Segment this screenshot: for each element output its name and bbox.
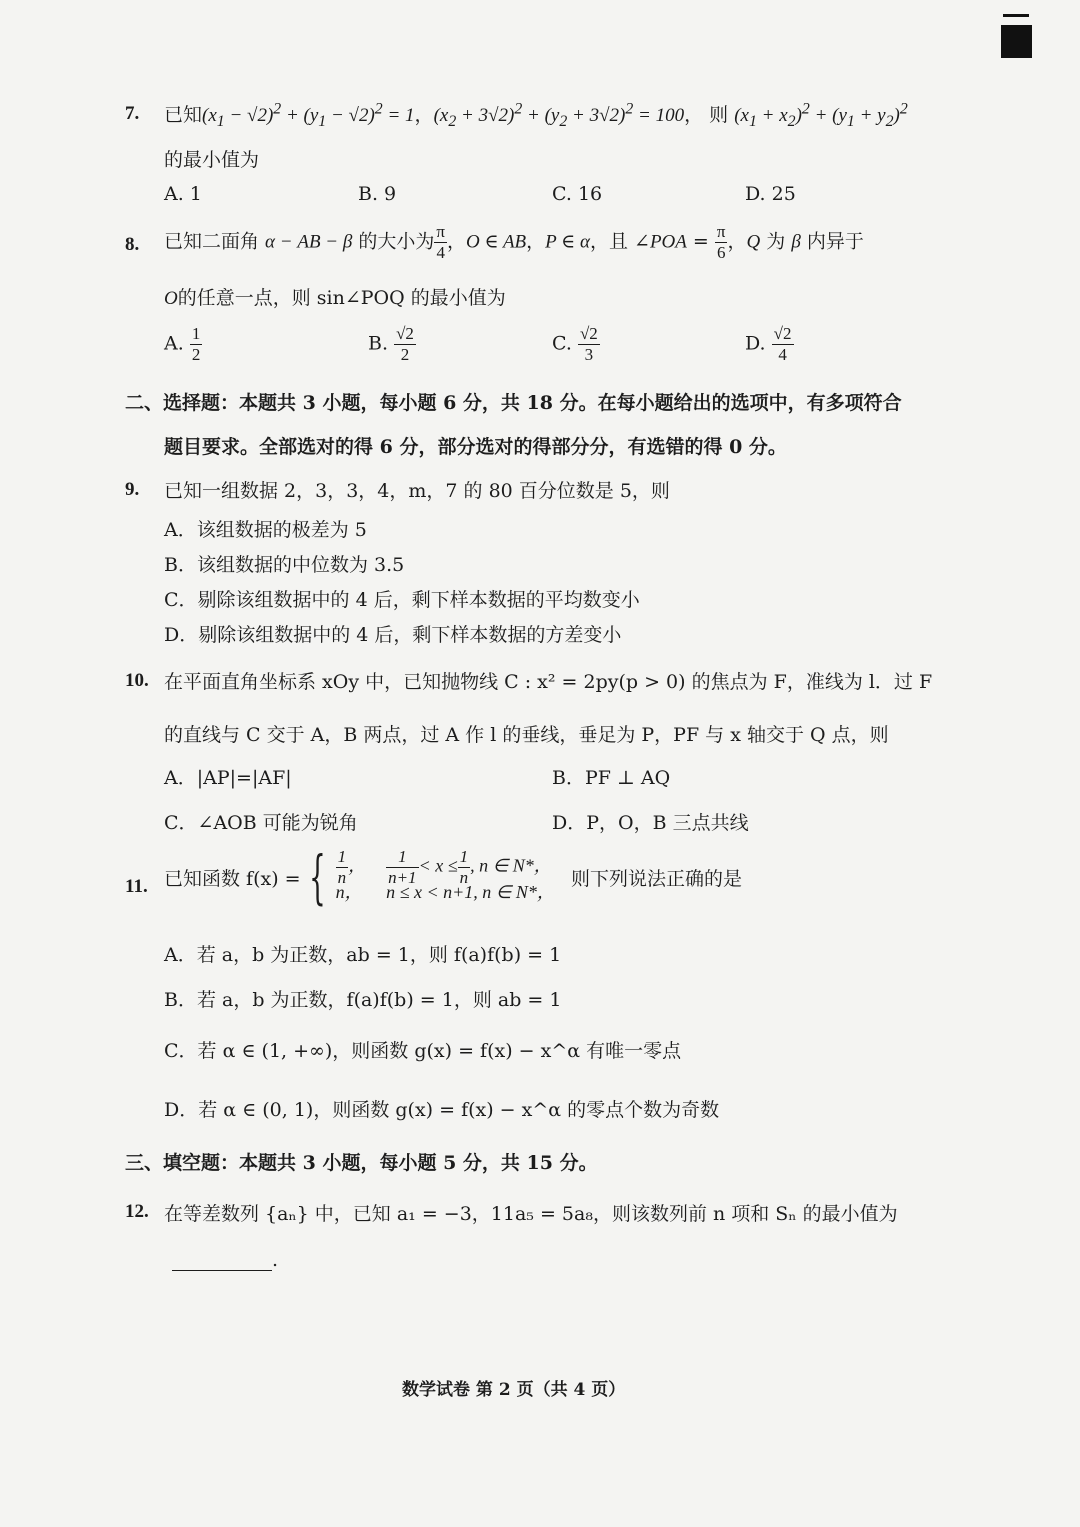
- q8-option-c-numerator: √2: [579, 324, 598, 343]
- q7-number: 7.: [125, 103, 140, 124]
- q8-option-a-letter: A.: [164, 332, 184, 355]
- q11-case2-value: n，: [335, 882, 363, 902]
- q8-stem-line1: 已知二面角 α − AB − β 的大小为 $\frac{\pi}{4}$ ，O ∈ AB，P ∈ α，且 ∠POA = $\frac{\pi}{6}$ ，Q 为 β 内异于: [164, 222, 864, 262]
- q11-case1-value-den: n: [337, 868, 347, 887]
- q11-case1-bound2-num: 1: [459, 847, 469, 866]
- q8-number: 8.: [125, 234, 140, 255]
- q11-left-brace: {: [308, 843, 326, 911]
- q11-option-a: A．若 a，b 为正数，ab = 1，则 f(a)f(b) = 1: [164, 944, 562, 966]
- q12-answer-blank: [172, 1248, 278, 1271]
- q7-option-a: A. 1: [164, 183, 202, 205]
- q11-case1-value-num: 1: [337, 847, 347, 866]
- q8-stem-line2-text: 的任意一点，则 sin∠POQ 的最小值为: [177, 287, 506, 309]
- corner-registration-mark: [1001, 14, 1032, 58]
- q12-blank-line: [172, 1248, 272, 1271]
- q11-case1-tail: , n ∈ N*，: [470, 855, 552, 876]
- q8-option-a-numerator: 1: [191, 324, 201, 343]
- q11-case1-bound-den: n+1: [388, 868, 417, 887]
- q8-option-d-denominator: 4: [778, 345, 787, 364]
- q7-stem-prefix: 已知: [164, 104, 203, 126]
- q11-case-2: [336, 877, 555, 907]
- section2-heading-line2: 题目要求。全部选对的得 6 分，部分选对的得部分分，有选错的得 0 分。: [164, 436, 787, 458]
- section2-heading-line1: 二、选择题：本题共 3 小题，每小题 6 分，共 18 分。在每小题给出的选项中，有多项符合: [125, 392, 902, 414]
- q11-option-c: C．若 α ∈ (1, +∞)，则函数 g(x) = f(x) − x^α 有唯一零点: [164, 1040, 682, 1062]
- q8-option-c-letter: C.: [552, 332, 572, 355]
- q8-stem-line2: O的任意一点，则 sin∠POQ 的最小值为: [164, 287, 506, 309]
- q10-option-a: A．|AP|=|AF|: [164, 767, 292, 789]
- q8-option-b-letter: B.: [368, 332, 389, 355]
- q9-option-a: A．该组数据的极差为 5: [164, 519, 367, 541]
- q7-stem-line2: 的最小值为: [164, 149, 260, 171]
- q11-stem-suffix: 则下列说法正确的是: [570, 867, 742, 890]
- q11-stem: [164, 843, 742, 911]
- q9-option-c: C．剔除该组数据中的 4 后，剩下样本数据的平均数变小: [164, 589, 640, 611]
- q10-number: 10.: [125, 670, 149, 691]
- q11-number: 11.: [125, 876, 148, 897]
- q12-blank-period: .: [272, 1249, 279, 1271]
- q11-case-1: $\frac{1}{n}$ ， $\frac{1}{n+1}$ < x ≤ $\frac{1}{n}$ , n ∈ N*，: [337, 847, 552, 887]
- q7-option-b: B. 9: [358, 183, 397, 205]
- q8-option-d-numerator: √2: [773, 324, 792, 343]
- q11-option-d: D．若 α ∈ (0, 1)，则函数 g(x) = f(x) − x^α 的零点个数为奇数: [164, 1099, 720, 1121]
- q8-option-b-numerator: √2: [396, 324, 414, 343]
- q10-option-c: C．∠AOB 可能为锐角: [164, 812, 358, 834]
- q7-option-d: D. 25: [745, 183, 796, 205]
- q8-option-b: [368, 324, 416, 365]
- q8-option-a: [164, 324, 202, 365]
- section3-heading: 三、填空题：本题共 3 小题，每小题 5 分，共 15 分。: [125, 1152, 598, 1174]
- q7-stem-line1: 已知$(x_1 - √2)^2 + (y_1 - √2)^2 = 1$，$(x_2 + 3√2)^2 + (y_2 + 3√2)^2 = 100$， 则 $(x_1 + x_2)^2 + (y_1 + y_2)^2$: [164, 100, 908, 130]
- q10-stem-line2: 的直线与 C 交于 A，B 两点，过 A 作 l 的垂线，垂足为 P，PF 与 x 轴交于 Q 点，则: [164, 724, 889, 746]
- q11-case2-condition: n ≤ x < n+1, n ∈ N*，: [386, 882, 555, 902]
- q8-option-c: [552, 324, 600, 365]
- page-footer: 数学试卷 第 2 页（共 4 页）: [402, 1380, 626, 1400]
- q11-option-b: B．若 a，b 为正数，f(a)f(b) = 1，则 ab = 1: [164, 989, 562, 1011]
- q11-case1-bound-mid: < x ≤: [418, 855, 458, 876]
- q8-option-c-denominator: 3: [584, 345, 594, 364]
- q7-option-c: C. 16: [552, 183, 603, 205]
- q8-option-b-denominator: 2: [400, 345, 410, 364]
- q11-case1-bound-num: 1: [386, 847, 418, 868]
- q10-stem-line1: 在平面直角坐标系 xOy 中，已知抛物线 C : x² = 2py(p > 0) 的焦点为 F，准线为 l．过 F: [164, 671, 933, 693]
- q11-case1-bound2-den: n: [459, 868, 469, 887]
- q9-stem: 已知一组数据 2，3，3，4，m，7 的 80 百分位数是 5，则: [164, 480, 670, 502]
- q9-number: 9.: [125, 479, 140, 500]
- q8-option-a-denominator: 2: [191, 345, 201, 364]
- q8-option-d-letter: D.: [745, 332, 766, 355]
- q9-option-d: D．剔除该组数据中的 4 后，剩下样本数据的方差变小: [164, 624, 622, 646]
- q9-option-b: B．该组数据的中位数为 3.5: [164, 554, 405, 576]
- q12-stem: 在等差数列 {aₙ} 中，已知 a₁ = −3，11a₅ = 5a₈，则该数列前 n 项和 Sₙ 的最小值为: [164, 1203, 898, 1225]
- q8-option-d: [745, 324, 794, 365]
- q10-option-d: D．P，O，B 三点共线: [552, 812, 749, 834]
- q12-number: 12.: [125, 1201, 149, 1222]
- q10-option-b: B．PF ⊥ AQ: [552, 767, 671, 789]
- q11-piecewise-cases: [336, 847, 555, 907]
- q11-stem-prefix: 已知函数 f(x) =: [164, 867, 301, 890]
